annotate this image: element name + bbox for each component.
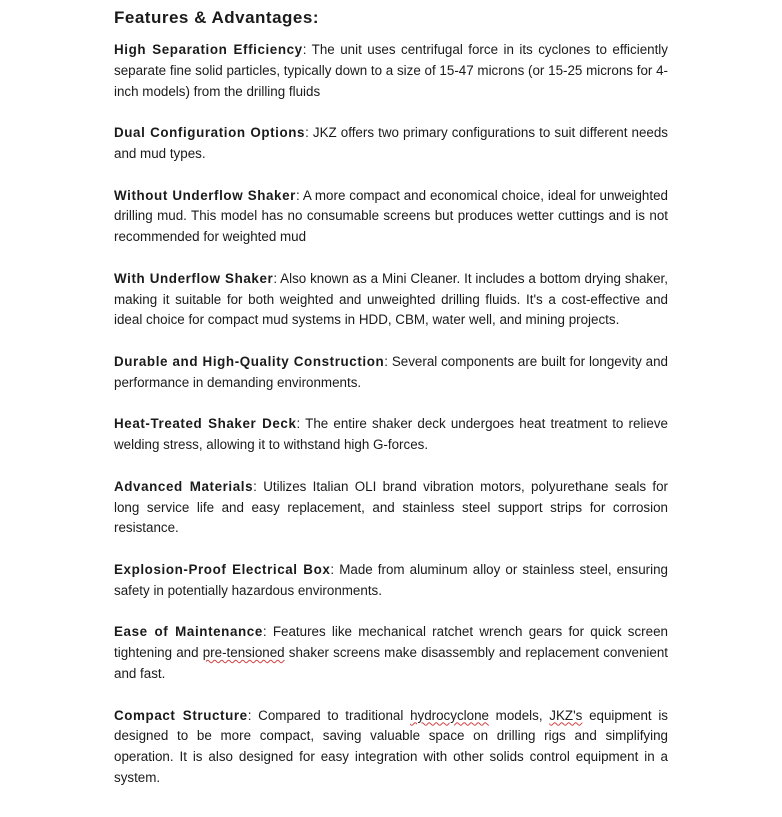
- page-heading: Features & Advantages:: [114, 8, 319, 27]
- feature-text: : Utilizes Italian OLI brand vibration motors, polyurethane seals for long service life and easy replacement, and stainless steel support strips for corrosion resistance.: [114, 478, 668, 536]
- feature-title: Without Underflow Shaker: [114, 187, 296, 203]
- feature-item: [114, 186, 668, 248]
- feature-item: [114, 477, 668, 539]
- feature-text: : Features like mechanical ratchet wrench gears for quick screen tightening and: [114, 624, 668, 661]
- feature-title: Heat-Treated Shaker Deck: [114, 416, 297, 432]
- feature-text: : The unit uses centrifugal force in its cyclones to efficiently separate fine solid particles, typically down to a size of 15-47 microns (or 15-25 microns for 4-inch models) from the drilling fluids: [114, 42, 668, 99]
- feature-text: : A more compact and economical choice, ideal for unweighted drilling mud. This model has no consumable screens but produces wetter cuttings and is not recommended for weighted mud: [114, 187, 668, 245]
- feature-item: [114, 706, 668, 789]
- feature-title: Durable and High-Quality Construction: [114, 353, 385, 369]
- feature-text: : Made from aluminum alloy or stainless steel, ensuring safety in potentially hazardous environments.: [114, 561, 668, 598]
- feature-item: [114, 352, 668, 394]
- spellcheck-word: JKZ's: [549, 707, 583, 723]
- document-page: [114, 8, 668, 809]
- feature-text: : JKZ offers two primary configurations to suit different needs and mud types.: [114, 125, 668, 161]
- feature-title: Explosion-Proof Electrical Box: [114, 561, 331, 577]
- feature-text: equipment is designed to be more compact, saving valuable space on drilling rigs and simplifying operation. It is also designed for easy integration with other solids control equipment in a system.: [114, 707, 668, 785]
- feature-text: : Compared to traditional: [247, 707, 411, 723]
- feature-text: models,: [488, 707, 550, 723]
- spellcheck-word: pre-tensioned: [202, 645, 285, 661]
- feature-title: Compact Structure: [114, 707, 248, 723]
- feature-item: [114, 40, 668, 102]
- feature-text: shaker screens make disassembly and replacement convenient and fast.: [114, 645, 669, 681]
- feature-title: Dual Configuration Options: [114, 125, 306, 141]
- feature-item: [114, 622, 668, 684]
- feature-item: [114, 269, 668, 331]
- feature-title: With Underflow Shaker: [114, 270, 274, 286]
- feature-item: [114, 560, 668, 602]
- feature-title: High Separation Efficiency: [114, 42, 303, 57]
- feature-text: : The entire shaker deck undergoes heat treatment to relieve welding stress, allowing it to withstand high G-forces.: [114, 416, 668, 453]
- feature-title: Advanced Materials: [114, 478, 254, 494]
- spellcheck-word: hydrocyclone: [410, 707, 489, 723]
- feature-text: : Also known as a Mini Cleaner. It includes a bottom drying shaker, making it suitable for both weighted and unweighted drilling fluids. It's a cost-effective and ideal choice for compact mud systems in HDD, CBM, water well, and mining projects.: [114, 270, 668, 328]
- feature-item: [114, 123, 668, 165]
- feature-text: : Several components are built for longevity and performance in demanding environments.: [114, 353, 668, 390]
- feature-item: [114, 414, 668, 456]
- feature-title: Ease of Maintenance: [114, 624, 263, 640]
